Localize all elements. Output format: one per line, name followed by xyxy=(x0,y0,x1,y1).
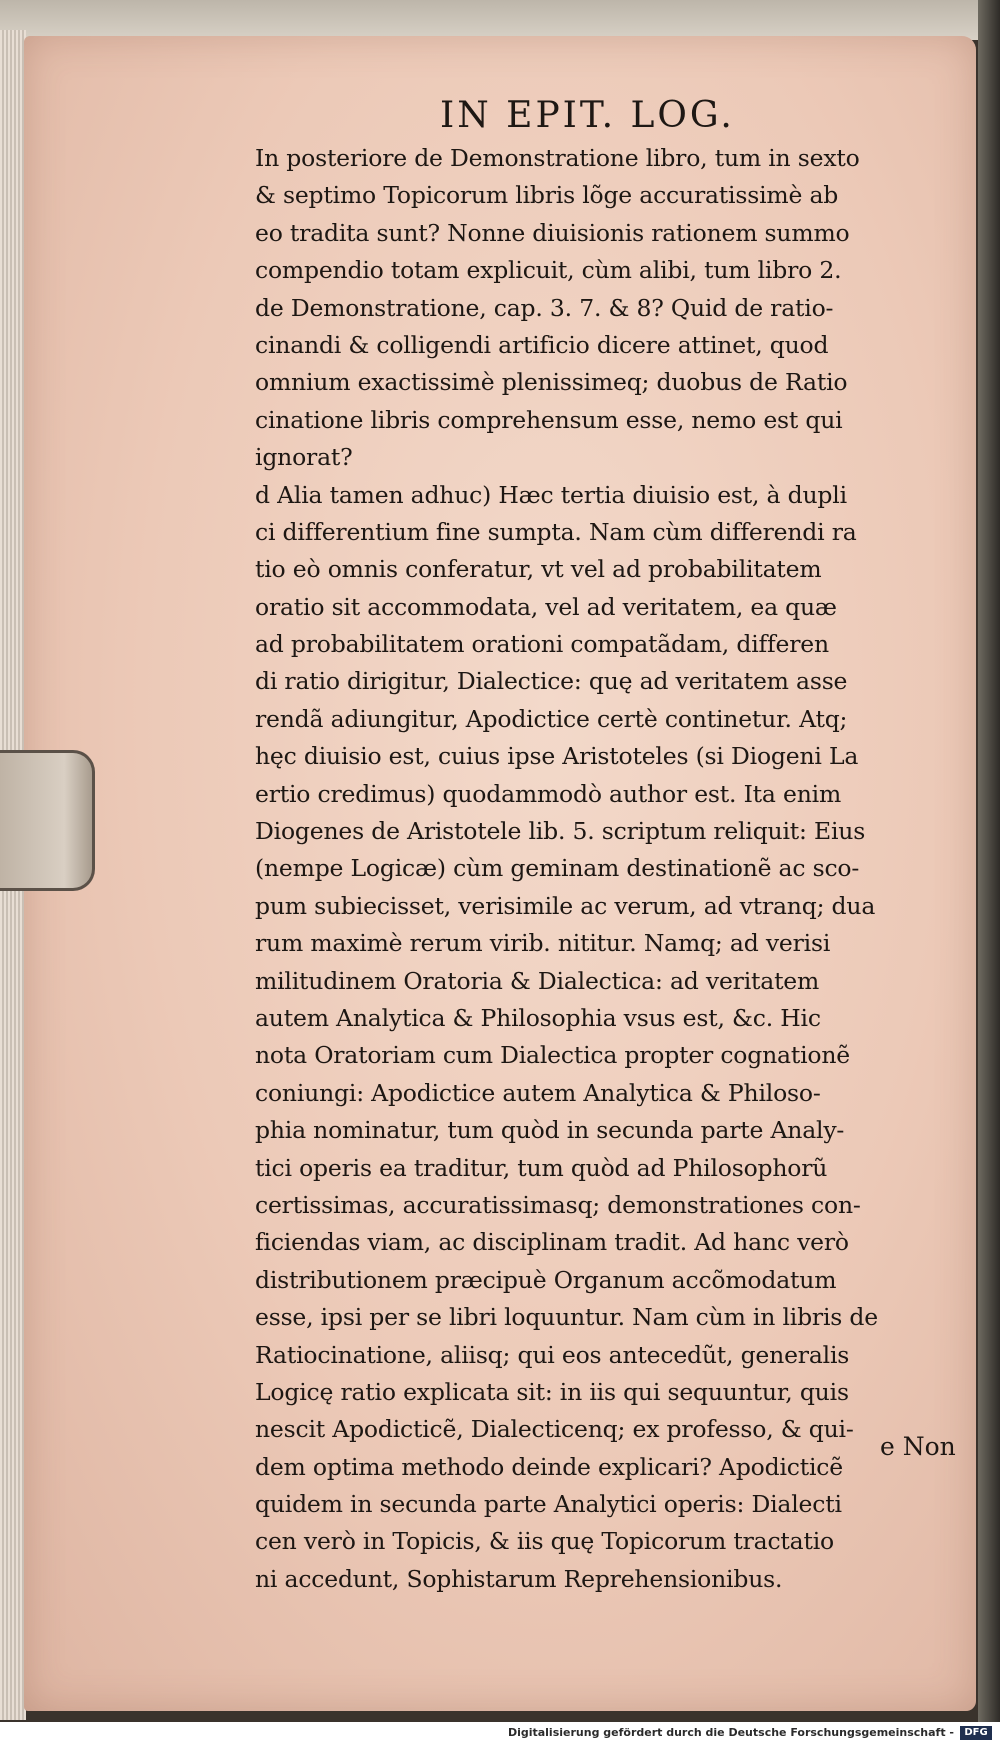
text-line: ni accedunt, Sophistarum Reprehensionibus. xyxy=(255,1564,783,1593)
body-text xyxy=(255,140,967,1598)
text-line: nota Oratoriam cum Dialectica propter cognationẽ xyxy=(255,1041,850,1070)
running-head: IN EPIT. LOG. xyxy=(440,95,735,136)
text-line: ertio credimus) quodammodò author est. Ita enim xyxy=(255,779,842,808)
text-line: (nempe Logicæ) cùm geminam destinationẽ ac sco- xyxy=(255,854,860,883)
text-line: rum maximè rerum virib. nititur. Namq; ad verisi xyxy=(255,929,831,958)
text-line: distributionem præcipuè Organum accõmodatum xyxy=(255,1265,837,1294)
catchword: e Non xyxy=(880,1432,956,1461)
text-line: eo tradita sunt? Nonne diuisionis rationem summo xyxy=(255,218,850,247)
text-line: rendã adiungitur, Apodictice certè continetur. Atq; xyxy=(255,704,848,733)
text-line: hęc diuisio est, cuius ipse Aristoteles (si Diogeni La xyxy=(255,742,859,771)
text-line: d Alia tamen adhuc) Hæc tertia diuisio est, à dupli xyxy=(255,480,847,509)
text-line: militudinem Oratoria & Dialectica: ad veritatem xyxy=(255,966,820,995)
text-line: omnium exactissimè plenissimeq; duobus de Ratio xyxy=(255,368,848,397)
text-line: cinandi & colligendi artificio dicere attinet, quod xyxy=(255,330,829,359)
funding-credit: Digitalisierung gefördert durch die Deutsche Forschungsgemeinschaft - xyxy=(507,1726,954,1739)
text-line: oratio sit accommodata, vel ad veritatem, ea quæ xyxy=(255,592,837,621)
text-line: tio eò omnis conferatur, vt vel ad probabilitatem xyxy=(255,555,822,584)
text-line: di ratio dirigitur, Dialectice: quę ad veritatem asse xyxy=(255,667,848,696)
text-line: ignorat? xyxy=(255,443,353,472)
text-line: Diogenes de Aristotele lib. 5. scriptum reliquit: Eius xyxy=(255,817,866,846)
book-cover-edge xyxy=(978,0,1000,1745)
text-line: esse, ipsi per se libri loquuntur. Nam cùm in libris de xyxy=(255,1303,878,1332)
footer-bar xyxy=(0,1722,1000,1745)
text-line: cen verò in Topicis, & iis quę Topicorum tractatio xyxy=(255,1527,834,1556)
text-line: dem optima methodo deinde explicari? Apodicticẽ xyxy=(255,1452,843,1481)
text-line: de Demonstratione, cap. 3. 7. & 8? Quid de ratio- xyxy=(255,293,834,322)
text-line: tici operis ea traditur, tum quòd ad Philosophorũ xyxy=(255,1153,828,1182)
dfg-logo: DFG xyxy=(960,1726,992,1740)
text-line: cinatione libris comprehensum esse, nemo est qui xyxy=(255,405,843,434)
text-line: compendio totam explicuit, cùm alibi, tum libro 2. xyxy=(255,256,842,285)
text-line: coniungi: Apodictice autem Analytica & Philoso- xyxy=(255,1078,821,1107)
text-line: In posteriore de Demonstratione libro, tum in sexto xyxy=(255,144,860,172)
text-line: Ratiocinatione, aliisq; qui eos antecedũt, generalis xyxy=(255,1340,850,1369)
text-line: pum subiecisset, verisimile ac verum, ad vtranq; dua xyxy=(255,891,876,920)
text-line: ficiendas viam, ac disciplinam tradit. Ad hanc verò xyxy=(255,1228,849,1257)
text-line: certissimas, accuratissimasq; demonstrationes con- xyxy=(255,1190,861,1219)
book-top-edge xyxy=(0,0,1000,40)
text-line: Logicę ratio explicata sit: in iis qui sequuntur, quis xyxy=(255,1377,849,1406)
text-line: autem Analytica & Philosophia vsus est, &c. Hic xyxy=(255,1003,821,1032)
text-line: ad probabilitatem orationi compatãdam, differen xyxy=(255,630,829,659)
text-line: phia nominatur, tum quòd in secunda parte Analy- xyxy=(255,1116,845,1145)
text-line: & septimo Topicorum libris lõge accuratissimè ab xyxy=(255,181,839,210)
book-clasp xyxy=(0,750,95,891)
text-line: nescit Apodicticẽ, Dialecticenq; ex professo, & qui- xyxy=(255,1415,854,1444)
text-line: quidem in secunda parte Analytici operis: Dialecti xyxy=(255,1490,842,1519)
text-line: ci differentium fine sumpta. Nam cùm differendi ra xyxy=(255,517,857,546)
